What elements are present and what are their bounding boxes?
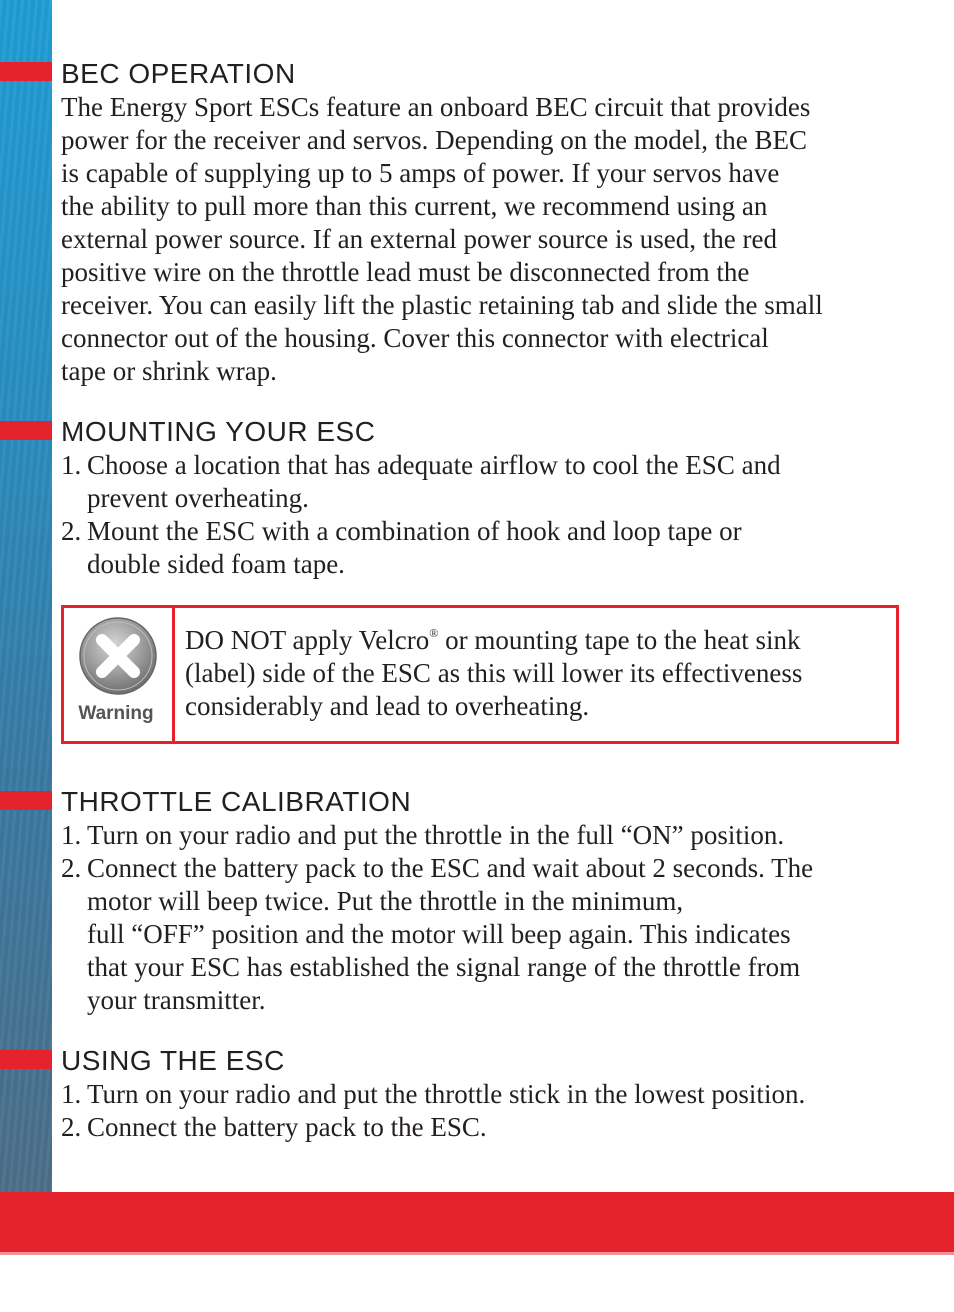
footer-red-bar bbox=[0, 1192, 954, 1252]
throttle-steps-list bbox=[61, 819, 906, 1017]
list-item-line: Turn on your radio and put the throttle in the full “ON” position. bbox=[87, 820, 785, 850]
warning-line-part: or mounting tape to the heat sink bbox=[438, 625, 801, 655]
list-item-line: Mount the ESC with a combination of hook and loop tape or bbox=[87, 516, 742, 546]
paragraph-line: tape or shrink wrap. bbox=[61, 356, 277, 386]
warning-text bbox=[185, 624, 885, 723]
list-number: 2. bbox=[61, 853, 82, 883]
warning-icon-cell bbox=[64, 608, 175, 741]
list-item-line: Connect the battery pack to the ESC. bbox=[87, 1112, 487, 1142]
bec-paragraph bbox=[61, 91, 906, 388]
paragraph-line: The Energy Sport ESCs feature an onboard BEC circuit that provides bbox=[61, 92, 811, 122]
warning-icon-label: Warning bbox=[78, 703, 154, 724]
side-decorative-strip bbox=[0, 0, 52, 1192]
list-item bbox=[61, 852, 906, 1017]
warning-box bbox=[61, 605, 899, 744]
paragraph-line: receiver. You can easily lift the plastic retaining tab and slide the small bbox=[61, 290, 823, 320]
warning-line: (label) side of the ESC as this will lower its effectiveness bbox=[185, 658, 803, 688]
list-item-line: Turn on your radio and put the throttle stick in the lowest position. bbox=[87, 1079, 806, 1109]
list-item bbox=[61, 449, 906, 515]
heading-using-the-esc: USING THE ESC bbox=[61, 1045, 285, 1076]
list-item-line: double sided foam tape. bbox=[87, 549, 345, 579]
paragraph-line: is capable of supplying up to 5 amps of power. If your servos have bbox=[61, 158, 780, 188]
list-item bbox=[61, 1078, 906, 1111]
heading-mounting-your-esc: MOUNTING YOUR ESC bbox=[61, 416, 376, 447]
warning-line-part: DO NOT apply Velcro bbox=[185, 625, 430, 655]
list-item-line: that your ESC has established the signal range of the throttle from bbox=[87, 952, 801, 982]
list-item-line: prevent overheating. bbox=[87, 483, 309, 513]
paragraph-line: positive wire on the throttle lead must be disconnected from the bbox=[61, 257, 750, 287]
list-number: 2. bbox=[61, 1112, 82, 1142]
warning-x-icon bbox=[64, 608, 172, 741]
paragraph-line: the ability to pull more than this current, we recommend using an bbox=[61, 191, 768, 221]
list-item bbox=[61, 515, 906, 581]
list-item-line: your transmitter. bbox=[87, 985, 266, 1015]
paragraph-line: connector out of the housing. Cover this connector with electrical bbox=[61, 323, 769, 353]
warning-line bbox=[185, 624, 885, 657]
list-number: 2. bbox=[61, 516, 82, 546]
section-marker-throttle bbox=[0, 791, 52, 810]
list-item bbox=[61, 1111, 906, 1144]
registered-trademark: ® bbox=[429, 626, 439, 640]
paragraph-line: external power source. If an external power source is used, the red bbox=[61, 224, 777, 254]
section-marker-bec bbox=[0, 62, 52, 81]
heading-throttle-calibration: THROTTLE CALIBRATION bbox=[61, 786, 412, 817]
list-item-line: Connect the battery pack to the ESC and wait about 2 seconds. The bbox=[87, 853, 814, 883]
list-item-line: Choose a location that has adequate airflow to cool the ESC and bbox=[87, 450, 781, 480]
section-marker-using bbox=[0, 1050, 52, 1069]
paragraph-line: power for the receiver and servos. Depending on the model, the BEC bbox=[61, 125, 808, 155]
list-item-line: full “OFF” position and the motor will beep again. This indicates bbox=[87, 919, 791, 949]
list-item bbox=[61, 819, 906, 852]
heading-bec-operation: BEC OPERATION bbox=[61, 58, 296, 89]
warning-line: considerably and lead to overheating. bbox=[185, 691, 590, 721]
list-item-line: motor will beep twice. Put the throttle in the minimum, bbox=[87, 886, 684, 916]
mounting-steps-list bbox=[61, 449, 906, 581]
list-number: 1. bbox=[61, 450, 82, 480]
list-number: 1. bbox=[61, 1079, 82, 1109]
using-steps-list bbox=[61, 1078, 906, 1144]
section-marker-mounting bbox=[0, 421, 52, 440]
list-number: 1. bbox=[61, 820, 82, 850]
